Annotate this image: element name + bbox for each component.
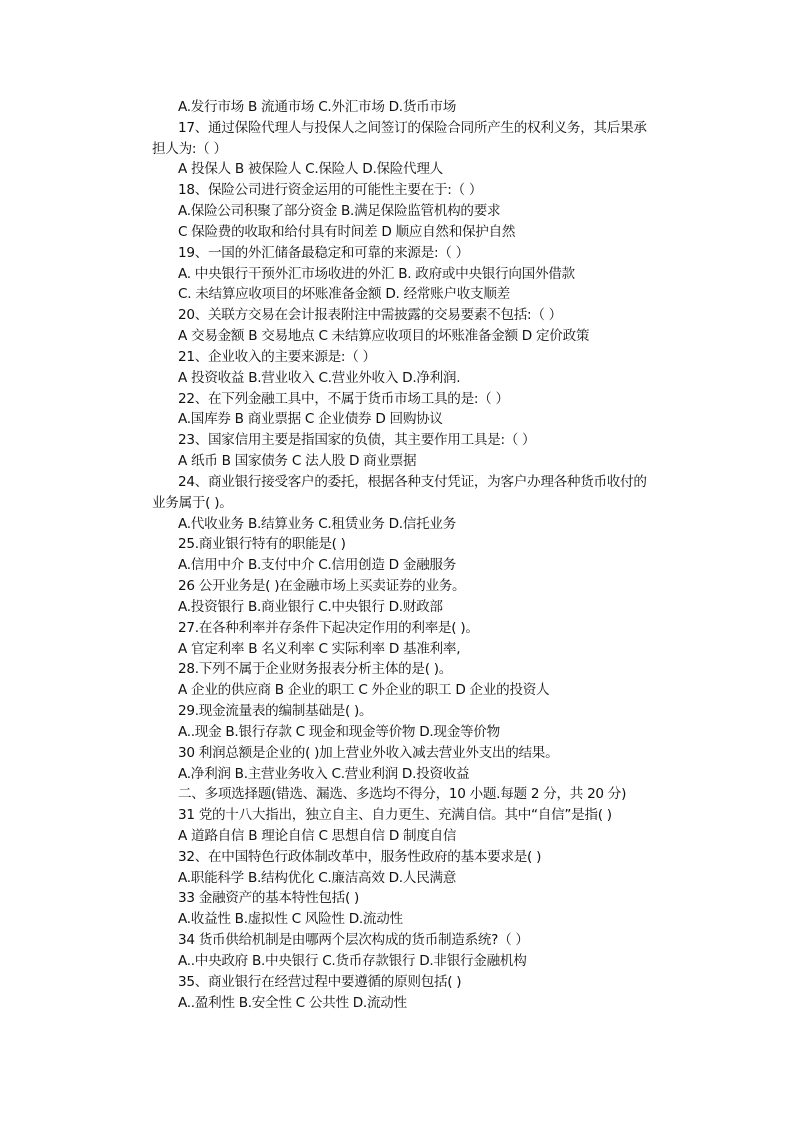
text-line: A 官定利率 B 名义利率 C 实际利率 D 基准利率, [178, 640, 461, 657]
text-line: 22、在下列金融工具中，不属于货币市场工具的是:（ ） [178, 390, 509, 407]
text-line: A.国库券 B 商业票据 C 企业债券 D 回购协议 [178, 411, 443, 428]
text-line: 32、在中国特色行政体制改革中，服务性政府的基本要求是( ) [178, 848, 542, 865]
text-line: A.信用中介 B.支付中介 C.信用创造 D 金融服务 [178, 557, 456, 574]
text-line: A 交易金额 B 交易地点 C 未结算应收项目的坏账准备金额 D 定价政策 [178, 328, 590, 345]
text-line: 24、商业银行接受客户的委托，根据各种支付凭证，为客户办理各种货币收付的 [178, 473, 647, 490]
text-line: A.保险公司积聚了部分资金 B.满足保险监管机构的要求 [178, 203, 501, 220]
text-line: A..中央政府 B.中央银行 C.货币存款银行 D.非银行金融机构 [178, 952, 527, 969]
text-line: A.代收业务 B.结算业务 C.租赁业务 D.信托业务 [178, 515, 456, 532]
text-line: 23、国家信用主要是指国家的负债，其主要作用工具是:（ ） [178, 432, 536, 449]
text-line: 担人为:（ ） [152, 140, 227, 157]
text-line: 30 利润总额是企业的( )加上营业外收入减去营业外支出的结果。 [178, 744, 559, 761]
text-line: A..盈利性 B.安全性 C 公共性 D.流动性 [178, 994, 407, 1011]
text-line: A 企业的供应商 B 企业的职工 C 外企业的职工 D 企业的投资人 [178, 682, 550, 699]
text-line: 21、企业收入的主要来源是:（ ） [178, 348, 376, 365]
text-line: 业务属于( )。 [152, 494, 233, 511]
text-line: A.职能科学 B.结构优化 C.廉洁高效 D.人民满意 [178, 869, 456, 886]
text-line: 20、关联方交易在会计报表附注中需披露的交易要素不包括:（ ） [178, 307, 562, 324]
text-line: C. 未结算应收项目的坏账准备金额 D. 经常账户收支顺差 [178, 286, 510, 303]
text-line: 31 党的十八大指出，独立自主、自力更生、充满自信。其中“自信”是指( ) [178, 807, 612, 824]
text-line: A..现金 B.银行存款 C 现金和现金等价物 D.现金等价物 [178, 723, 500, 740]
text-line: A 道路自信 B 理论自信 C 思想自信 D 制度自信 [178, 827, 457, 844]
text-line: 17、通过保险代理人与投保人之间签订的保险合同所产生的权利义务，其后果承 [178, 119, 647, 136]
text-line: A.发行市场 B 流通市场 C.外汇市场 D.货币市场 [178, 99, 456, 115]
text-line: 33 金融资产的基本特性包括( ) [178, 890, 359, 907]
text-line: C 保险费的收取和给付具有时间差 D 顺应自然和保护自然 [178, 223, 516, 240]
text-line: 26 公开业务是( )在金融市场上买卖证券的业务。 [178, 578, 466, 595]
text-line: 25.商业银行特有的职能是( ) [178, 536, 346, 553]
text-line: 28.下列不属于企业财务报表分析主体的是( )。 [178, 661, 453, 678]
text-line: A.净利润 B.主营业务收入 C.营业利润 D.投资收益 [178, 765, 470, 782]
text-line: A.收益性 B.虚拟性 C 风险性 D.流动性 [178, 911, 403, 928]
text-line: 19、一国的外汇储备最稳定和可靠的来源是:（ ） [178, 244, 469, 261]
text-line: A 纸币 B 国家债务 C 法人股 D 商业票据 [178, 453, 417, 470]
text-line: 18、保险公司进行资金运用的可能性主要在于:（ ） [178, 182, 483, 199]
text-line: 34 货币供给机制是由哪两个层次构成的货币制造系统?（ ） [178, 932, 529, 949]
text-line: A. 中央银行干预外汇市场收进的外汇 B. 政府或中央银行向国外借款 [178, 265, 575, 282]
text-line: A 投保人 B 被保险人 C.保险人 D.保险代理人 [178, 161, 443, 178]
text-line: A.投资银行 B.商业银行 C.中央银行 D.财政部 [178, 598, 443, 615]
text-line: 29.现金流量表的编制基础是( )。 [178, 703, 373, 720]
text-line: A 投资收益 B.营业收入 C.营业外收入 D.净利润. [178, 369, 461, 386]
text-line: 35、商业银行在经营过程中要遵循的原则包括( ) [178, 973, 462, 990]
document-page [0, 97, 794, 1013]
text-line: 27.在各种利率并存条件下起决定作用的利率是( )。 [178, 619, 479, 636]
text-line: 二、多项选择题(错选、漏选、多选均不得分，10 小题.每题 2 分，共 20 分) [178, 786, 627, 803]
